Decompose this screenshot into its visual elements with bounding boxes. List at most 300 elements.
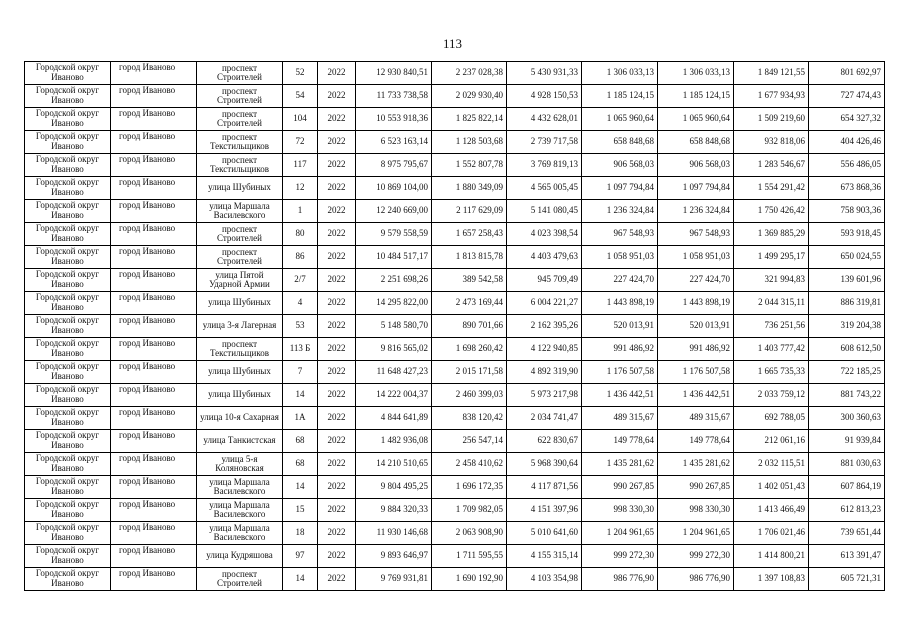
amount-col6-cell: 1 369 885,29 [734,223,809,246]
amount-col7-cell: 654 327,32 [809,108,885,131]
amount-col4-cell: 991 486,92 [582,338,658,361]
city-cell: город Иваново [111,62,197,85]
street-cell: улица Маршала Василевского [197,499,283,522]
amount-col5-cell: 520 013,91 [658,315,734,338]
amount-col2-cell: 838 120,42 [432,407,507,430]
table-row [25,545,885,568]
amount-col5-cell: 1 185 124,15 [658,85,734,108]
amount-col5-cell: 906 568,03 [658,154,734,177]
amount-col2-cell: 1 657 258,43 [432,223,507,246]
amount-col4-cell: 906 568,03 [582,154,658,177]
amount-col3-cell: 4 432 628,01 [507,108,582,131]
district-cell: Городской округ Иваново [25,108,111,131]
data-table [24,61,885,591]
amount-col5-cell: 1 176 507,58 [658,361,734,384]
district-cell: Городской округ Иваново [25,154,111,177]
amount-col7-cell: 404 426,46 [809,131,885,154]
amount-total-cell: 9 893 646,97 [356,545,432,568]
city-cell: город Иваново [111,269,197,292]
table-row [25,200,885,223]
amount-total-cell: 8 975 795,67 [356,154,432,177]
amount-col7-cell: 881 030,63 [809,453,885,476]
amount-col2-cell: 1 825 822,14 [432,108,507,131]
city-cell: город Иваново [111,499,197,522]
table-row [25,476,885,499]
street-cell: проспект Строителей [197,246,283,269]
amount-col7-cell: 319 204,38 [809,315,885,338]
amount-total-cell: 9 816 565,02 [356,338,432,361]
street-cell: улица Шубиных [197,292,283,315]
street-cell: улица 3-я Лагерная [197,315,283,338]
amount-col2-cell: 2 460 399,03 [432,384,507,407]
city-cell: город Иваново [111,177,197,200]
year-cell: 2022 [318,453,356,476]
house-cell: 117 [283,154,318,177]
table-row [25,269,885,292]
district-cell: Городской округ Иваново [25,177,111,200]
amount-col3-cell: 6 004 221,27 [507,292,582,315]
amount-total-cell: 12 930 840,51 [356,62,432,85]
amount-col6-cell: 1 750 426,42 [734,200,809,223]
amount-total-cell: 9 804 495,25 [356,476,432,499]
city-cell: город Иваново [111,315,197,338]
year-cell: 2022 [318,85,356,108]
year-cell: 2022 [318,62,356,85]
house-cell: 97 [283,545,318,568]
amount-col6-cell: 1 283 546,67 [734,154,809,177]
district-cell: Городской округ Иваново [25,499,111,522]
amount-total-cell: 11 733 738,58 [356,85,432,108]
amount-col6-cell: 1 554 291,42 [734,177,809,200]
amount-col5-cell: 1 236 324,84 [658,200,734,223]
amount-col3-cell: 4 122 940,85 [507,338,582,361]
house-cell: 113 Б [283,338,318,361]
amount-col6-cell: 1 849 121,55 [734,62,809,85]
district-cell: Городской округ Иваново [25,338,111,361]
amount-col2-cell: 2 063 908,90 [432,522,507,545]
year-cell: 2022 [318,476,356,499]
amount-col4-cell: 1 065 960,64 [582,108,658,131]
house-cell: 15 [283,499,318,522]
table-row [25,453,885,476]
amount-col6-cell: 1 665 735,33 [734,361,809,384]
year-cell: 2022 [318,361,356,384]
house-cell: 80 [283,223,318,246]
city-cell: город Иваново [111,430,197,453]
district-cell: Городской округ Иваново [25,131,111,154]
amount-total-cell: 1 482 936,08 [356,430,432,453]
amount-col5-cell: 998 330,30 [658,499,734,522]
amount-col4-cell: 1 306 033,13 [582,62,658,85]
amount-col4-cell: 967 548,93 [582,223,658,246]
amount-col7-cell: 722 185,25 [809,361,885,384]
amount-col7-cell: 886 319,81 [809,292,885,315]
amount-col4-cell: 1 058 951,03 [582,246,658,269]
amount-col2-cell: 256 547,14 [432,430,507,453]
amount-col4-cell: 1 236 324,84 [582,200,658,223]
amount-total-cell: 9 769 931,81 [356,568,432,591]
amount-total-cell: 4 844 641,89 [356,407,432,430]
street-cell: проспект Строителей [197,568,283,591]
table-row [25,430,885,453]
year-cell: 2022 [318,246,356,269]
page-number: 113 [442,36,463,51]
house-cell: 14 [283,476,318,499]
street-cell: улица Танкистская [197,430,283,453]
amount-col6-cell: 1 499 295,17 [734,246,809,269]
city-cell: город Иваново [111,384,197,407]
house-cell: 1А [283,407,318,430]
city-cell: город Иваново [111,476,197,499]
amount-col4-cell: 1 176 507,58 [582,361,658,384]
amount-col4-cell: 1 435 281,62 [582,453,658,476]
year-cell: 2022 [318,154,356,177]
house-cell: 1 [283,200,318,223]
district-cell: Городской округ Иваново [25,269,111,292]
district-cell: Городской округ Иваново [25,384,111,407]
street-cell: улица Кудряшова [197,545,283,568]
amount-col4-cell: 1 436 442,51 [582,384,658,407]
amount-col5-cell: 227 424,70 [658,269,734,292]
table-row [25,568,885,591]
amount-col7-cell: 613 391,47 [809,545,885,568]
amount-col2-cell: 2 237 028,38 [432,62,507,85]
district-cell: Городской округ Иваново [25,476,111,499]
amount-total-cell: 14 222 004,37 [356,384,432,407]
year-cell: 2022 [318,131,356,154]
amount-col5-cell: 658 848,68 [658,131,734,154]
amount-col2-cell: 890 701,66 [432,315,507,338]
year-cell: 2022 [318,315,356,338]
city-cell: город Иваново [111,361,197,384]
district-cell: Городской округ Иваново [25,453,111,476]
year-cell: 2022 [318,177,356,200]
street-cell: улица Маршала Василевского [197,522,283,545]
year-cell: 2022 [318,200,356,223]
amount-col3-cell: 4 103 354,98 [507,568,582,591]
district-cell: Городской округ Иваново [25,62,111,85]
amount-col7-cell: 300 360,63 [809,407,885,430]
city-cell: город Иваново [111,108,197,131]
table-row [25,62,885,85]
district-cell: Городской округ Иваново [25,292,111,315]
amount-total-cell: 9 884 320,33 [356,499,432,522]
amount-col3-cell: 4 117 871,56 [507,476,582,499]
amount-col4-cell: 986 776,90 [582,568,658,591]
amount-col6-cell: 2 044 315,11 [734,292,809,315]
amount-col7-cell: 91 939,84 [809,430,885,453]
amount-col3-cell: 4 403 479,63 [507,246,582,269]
amount-col6-cell: 1 509 219,60 [734,108,809,131]
city-cell: город Иваново [111,522,197,545]
year-cell: 2022 [318,223,356,246]
district-cell: Городской округ Иваново [25,200,111,223]
city-cell: город Иваново [111,545,197,568]
amount-col3-cell: 622 830,67 [507,430,582,453]
amount-col3-cell: 4 565 005,45 [507,177,582,200]
house-cell: 104 [283,108,318,131]
amount-col4-cell: 520 013,91 [582,315,658,338]
city-cell: город Иваново [111,131,197,154]
city-cell: город Иваново [111,292,197,315]
amount-col2-cell: 1 709 982,05 [432,499,507,522]
district-cell: Городской округ Иваново [25,407,111,430]
amount-col6-cell: 1 402 051,43 [734,476,809,499]
amount-col5-cell: 489 315,67 [658,407,734,430]
amount-col3-cell: 945 709,49 [507,269,582,292]
amount-col2-cell: 2 473 169,44 [432,292,507,315]
amount-col6-cell: 212 061,16 [734,430,809,453]
amount-total-cell: 10 484 517,17 [356,246,432,269]
house-cell: 72 [283,131,318,154]
table-row [25,223,885,246]
amount-col7-cell: 139 601,96 [809,269,885,292]
amount-col4-cell: 658 848,68 [582,131,658,154]
amount-col6-cell: 1 397 108,83 [734,568,809,591]
amount-col7-cell: 593 918,45 [809,223,885,246]
table-row [25,131,885,154]
street-cell: проспект Текстильщиков [197,338,283,361]
house-cell: 53 [283,315,318,338]
amount-total-cell: 10 553 918,36 [356,108,432,131]
district-cell: Городской округ Иваново [25,223,111,246]
amount-col6-cell: 2 033 759,12 [734,384,809,407]
amount-total-cell: 5 148 580,70 [356,315,432,338]
amount-col6-cell: 1 403 777,42 [734,338,809,361]
street-cell: проспект Строителей [197,62,283,85]
table-row [25,338,885,361]
house-cell: 68 [283,453,318,476]
street-cell: проспект Текстильщиков [197,131,283,154]
amount-col2-cell: 1 711 595,55 [432,545,507,568]
amount-col4-cell: 1 185 124,15 [582,85,658,108]
amount-col5-cell: 1 306 033,13 [658,62,734,85]
amount-col3-cell: 3 769 819,13 [507,154,582,177]
amount-col7-cell: 727 474,43 [809,85,885,108]
street-cell: улица 5-я Коляновская [197,453,283,476]
street-cell: улица Маршала Василевского [197,200,283,223]
district-cell: Городской округ Иваново [25,85,111,108]
table-row [25,407,885,430]
year-cell: 2022 [318,407,356,430]
amount-col5-cell: 967 548,93 [658,223,734,246]
house-cell: 7 [283,361,318,384]
year-cell: 2022 [318,499,356,522]
table-row [25,177,885,200]
city-cell: город Иваново [111,85,197,108]
amount-col4-cell: 1 443 898,19 [582,292,658,315]
house-cell: 54 [283,85,318,108]
district-cell: Городской округ Иваново [25,246,111,269]
street-cell: улица Маршала Василевского [197,476,283,499]
amount-col4-cell: 998 330,30 [582,499,658,522]
amount-total-cell: 2 251 698,26 [356,269,432,292]
amount-total-cell: 9 579 558,59 [356,223,432,246]
amount-col7-cell: 801 692,97 [809,62,885,85]
year-cell: 2022 [318,522,356,545]
amount-col7-cell: 608 612,50 [809,338,885,361]
amount-col4-cell: 227 424,70 [582,269,658,292]
amount-col7-cell: 612 813,23 [809,499,885,522]
amount-col3-cell: 4 023 398,54 [507,223,582,246]
city-cell: город Иваново [111,338,197,361]
amount-col5-cell: 1 204 961,65 [658,522,734,545]
amount-col4-cell: 1 097 794,84 [582,177,658,200]
table-row [25,85,885,108]
house-cell: 18 [283,522,318,545]
amount-col4-cell: 999 272,30 [582,545,658,568]
district-cell: Городской округ Иваново [25,315,111,338]
amount-col6-cell: 1 706 021,46 [734,522,809,545]
amount-col2-cell: 2 117 629,09 [432,200,507,223]
district-cell: Городской округ Иваново [25,361,111,384]
amount-col4-cell: 990 267,85 [582,476,658,499]
amount-col2-cell: 1 813 815,78 [432,246,507,269]
year-cell: 2022 [318,108,356,131]
house-cell: 2/7 [283,269,318,292]
street-cell: проспект Строителей [197,108,283,131]
street-cell: улица Пятой Ударной Армии [197,269,283,292]
amount-col3-cell: 4 155 315,14 [507,545,582,568]
year-cell: 2022 [318,568,356,591]
amount-col5-cell: 149 778,64 [658,430,734,453]
amount-col3-cell: 5 141 080,45 [507,200,582,223]
amount-col4-cell: 489 315,67 [582,407,658,430]
city-cell: город Иваново [111,407,197,430]
amount-col2-cell: 2 029 930,40 [432,85,507,108]
street-cell: улица Шубиных [197,177,283,200]
amount-col5-cell: 1 436 442,51 [658,384,734,407]
amount-col7-cell: 556 486,05 [809,154,885,177]
amount-col4-cell: 1 204 961,65 [582,522,658,545]
amount-col6-cell: 1 414 800,21 [734,545,809,568]
amount-col5-cell: 1 435 281,62 [658,453,734,476]
amount-col7-cell: 881 743,22 [809,384,885,407]
year-cell: 2022 [318,545,356,568]
amount-col6-cell: 1 413 466,49 [734,499,809,522]
table-row [25,246,885,269]
street-cell: улица 10-я Сахарная [197,407,283,430]
table-row [25,292,885,315]
amount-total-cell: 6 523 163,14 [356,131,432,154]
city-cell: город Иваново [111,154,197,177]
house-cell: 68 [283,430,318,453]
table-row [25,384,885,407]
amount-col3-cell: 2 162 395,26 [507,315,582,338]
amount-col4-cell: 149 778,64 [582,430,658,453]
amount-col5-cell: 999 272,30 [658,545,734,568]
amount-col2-cell: 1 552 807,78 [432,154,507,177]
amount-total-cell: 10 869 104,00 [356,177,432,200]
amount-col3-cell: 5 430 931,33 [507,62,582,85]
amount-col3-cell: 5 968 390,64 [507,453,582,476]
amount-col5-cell: 990 267,85 [658,476,734,499]
amount-total-cell: 11 648 427,23 [356,361,432,384]
amount-col6-cell: 321 994,83 [734,269,809,292]
amount-col5-cell: 1 097 794,84 [658,177,734,200]
amount-col3-cell: 4 892 319,90 [507,361,582,384]
table-row [25,499,885,522]
street-cell: проспект Строителей [197,223,283,246]
amount-col2-cell: 1 128 503,68 [432,131,507,154]
amount-total-cell: 14 210 510,65 [356,453,432,476]
amount-col3-cell: 4 151 397,96 [507,499,582,522]
amount-col6-cell: 2 032 115,51 [734,453,809,476]
amount-col2-cell: 389 542,58 [432,269,507,292]
amount-total-cell: 14 295 822,00 [356,292,432,315]
house-cell: 14 [283,384,318,407]
amount-col3-cell: 4 928 150,53 [507,85,582,108]
amount-col5-cell: 1 058 951,03 [658,246,734,269]
amount-col3-cell: 5 010 641,60 [507,522,582,545]
amount-col5-cell: 1 443 898,19 [658,292,734,315]
year-cell: 2022 [318,269,356,292]
amount-col2-cell: 1 698 260,42 [432,338,507,361]
district-cell: Городской округ Иваново [25,430,111,453]
amount-total-cell: 11 930 146,68 [356,522,432,545]
amount-col2-cell: 2 015 171,58 [432,361,507,384]
year-cell: 2022 [318,338,356,361]
table-row [25,522,885,545]
amount-col5-cell: 991 486,92 [658,338,734,361]
house-cell: 12 [283,177,318,200]
table-row [25,154,885,177]
street-cell: проспект Текстильщиков [197,154,283,177]
amount-col7-cell: 607 864,19 [809,476,885,499]
amount-col2-cell: 1 880 349,09 [432,177,507,200]
amount-col3-cell: 2 739 717,58 [507,131,582,154]
street-cell: улица Шубиных [197,361,283,384]
city-cell: город Иваново [111,246,197,269]
district-cell: Городской округ Иваново [25,568,111,591]
amount-col5-cell: 986 776,90 [658,568,734,591]
amount-col7-cell: 673 868,36 [809,177,885,200]
street-cell: улица Шубиных [197,384,283,407]
table-row [25,361,885,384]
house-cell: 4 [283,292,318,315]
amount-total-cell: 12 240 669,00 [356,200,432,223]
year-cell: 2022 [318,430,356,453]
amount-col7-cell: 758 903,36 [809,200,885,223]
house-cell: 52 [283,62,318,85]
amount-col2-cell: 1 696 172,35 [432,476,507,499]
table-row [25,315,885,338]
amount-col3-cell: 5 973 217,98 [507,384,582,407]
amount-col2-cell: 2 458 410,62 [432,453,507,476]
house-cell: 14 [283,568,318,591]
amount-col6-cell: 932 818,06 [734,131,809,154]
year-cell: 2022 [318,384,356,407]
house-cell: 86 [283,246,318,269]
city-cell: город Иваново [111,200,197,223]
district-cell: Городской округ Иваново [25,545,111,568]
year-cell: 2022 [318,292,356,315]
amount-col2-cell: 1 690 192,90 [432,568,507,591]
amount-col3-cell: 2 034 741,47 [507,407,582,430]
amount-col7-cell: 605 721,31 [809,568,885,591]
amount-col6-cell: 736 251,56 [734,315,809,338]
amount-col7-cell: 650 024,55 [809,246,885,269]
amount-col6-cell: 692 788,05 [734,407,809,430]
city-cell: город Иваново [111,568,197,591]
district-cell: Городской округ Иваново [25,522,111,545]
amount-col5-cell: 1 065 960,64 [658,108,734,131]
street-cell: проспект Строителей [197,85,283,108]
table-row [25,108,885,131]
city-cell: город Иваново [111,453,197,476]
amount-col6-cell: 1 677 934,93 [734,85,809,108]
city-cell: город Иваново [111,223,197,246]
